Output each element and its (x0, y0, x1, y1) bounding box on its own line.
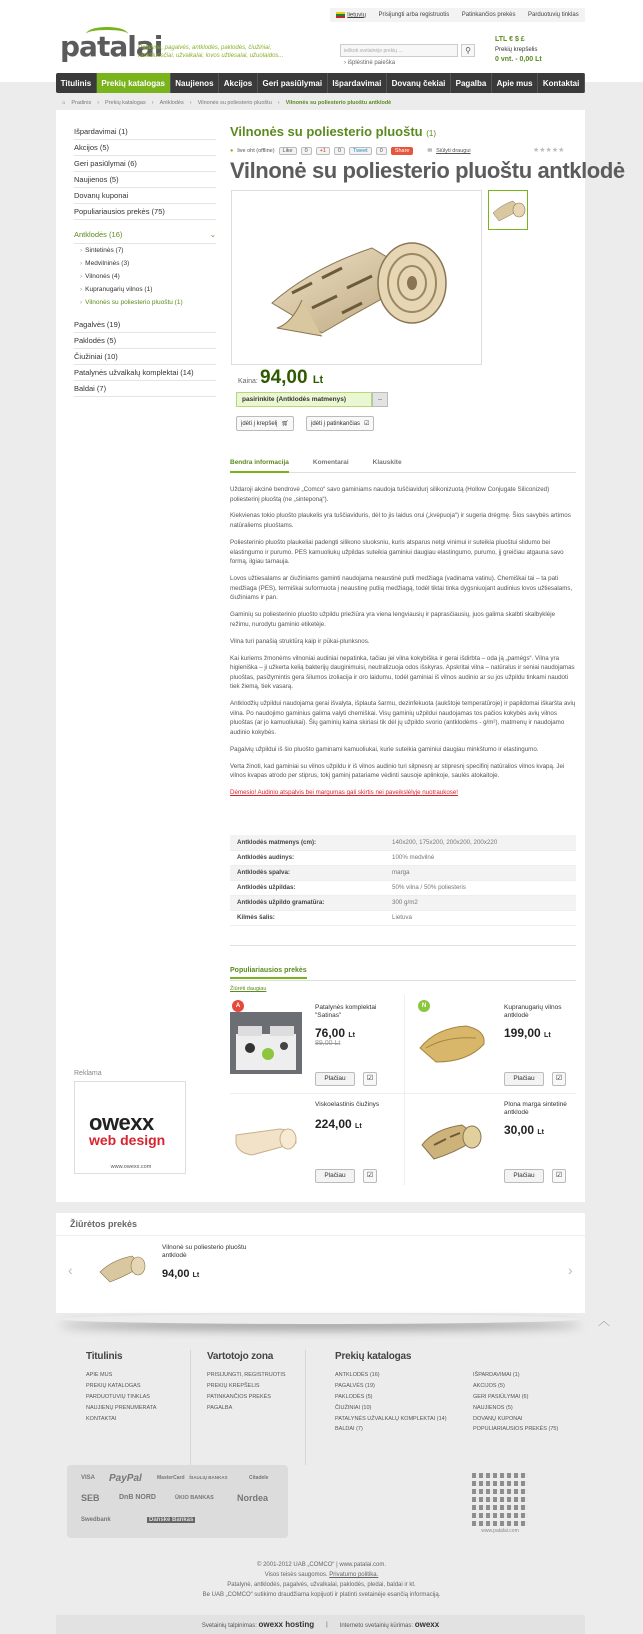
product-thumb[interactable] (230, 1107, 302, 1172)
sidebar-item[interactable]: Čiužiniai (10) (74, 349, 216, 365)
minus-icon: – (378, 396, 382, 403)
nav-item-news[interactable]: Naujienos (171, 73, 220, 93)
camel-blanket-image (416, 1018, 488, 1068)
nav-item-sales[interactable]: Išpardavimai (328, 73, 387, 93)
social-bar (230, 146, 576, 156)
favorite-button[interactable] (552, 1072, 566, 1086)
cart-label[interactable]: Prekių krepšelis (495, 47, 538, 53)
product-image[interactable] (231, 190, 482, 365)
checkbox-icon: ☑ (366, 1075, 374, 1082)
sidebar-subitem-current[interactable]: › Vilnonės su poliesterio pluoštu (1) (74, 296, 216, 309)
live-chat-link[interactable]: live oht (offline) (237, 148, 275, 154)
footer-link[interactable]: PATINKANČIOS PREKĖS (207, 1393, 271, 1400)
lithuania-flag-icon (336, 12, 345, 18)
breadcrumb-item[interactable]: Prekių katalogas (105, 100, 146, 106)
nordea-logo: Nordea (237, 1493, 269, 1503)
footer-col-user (207, 1351, 286, 1416)
footer-link[interactable]: AKCIJOS (5) (473, 1382, 505, 1389)
footer-link[interactable]: PRISIJUNGTI, REGISTRUOTIS (207, 1372, 286, 1378)
tab-ask[interactable]: Klauskite (372, 459, 402, 466)
table-row: Kilmės šalis: Lietuva (230, 910, 576, 925)
footer-col-home (86, 1351, 156, 1426)
description-paragraph: Poliesterinio pluošto plaukeliai padengti silikono sluoksniu, kuris atsparus netgi vinimui ir suteikia pluoštui slidumo bei elastingumo ir purumo. PES kamuoliukų užpildas suteikia gaminiui daugiau elastingumo, purumo, jį greičiau atgauna savo formą, ilgiau tarnauja. (230, 538, 564, 566)
sidebar-item[interactable]: Pagalvės (19) (74, 317, 216, 333)
breadcrumb-item[interactable]: Vilnonės su poliesterio pluoštu (197, 100, 272, 106)
footer-link[interactable]: PAKLODĖS (5) (335, 1393, 373, 1400)
breadcrumb-current: Vilnonės su poliesterio pluoštu antklodė (285, 100, 392, 106)
product-thumbnail[interactable] (488, 190, 528, 230)
table-row: Antklodės spalva: marga (230, 865, 576, 880)
bottom-bar: Svetainių talpinimas: owexx hosting | Interneto svetainių kūrimas: owexx (56, 1615, 585, 1634)
chevron-right-icon[interactable]: › (568, 1262, 573, 1278)
sidebar-item[interactable]: Baldai (7) (74, 381, 216, 397)
mattress-image (230, 1115, 302, 1165)
variant-dropdown-button[interactable] (372, 392, 388, 407)
product-card[interactable] (416, 1000, 586, 1095)
tweet-button[interactable]: Tweet (349, 147, 372, 155)
nav-item-offers[interactable]: Geri pasiūlymai (258, 73, 328, 93)
details-button[interactable]: Plačiau (504, 1072, 544, 1086)
description-paragraph: Kiekvienas tokio pluošto plaukelis yra tuščiaviduris, dėl to jis laidus orui („kvėpuoja“) ir sugeria drėgmę. Šios savybės artimos natūraliems pluoštams. (230, 512, 571, 530)
nav-item-gift-cards[interactable]: Dovanų čekiai (387, 73, 451, 93)
top-strip (330, 8, 585, 22)
viewed-title: Žiūrėtos prekės (70, 1219, 138, 1229)
description-paragraph: Uždaroji akcinė bendrovė „Comco“ savo gaminiams naudoja tuščiavidurį silikonizuotą (Hollow Conjugate Siliconized) poliesterinį pluoštą (ne „sinteponą“). (230, 486, 550, 503)
tweet-count: 0 (376, 147, 387, 155)
product-name[interactable]: Plona marga sintetinė antklodė (504, 1101, 567, 1116)
nav-item-about[interactable]: Apie mus (492, 73, 538, 93)
sidebar-item[interactable]: Geri pasiūlymai (6) (74, 156, 216, 172)
footer-link[interactable]: IŠPARDAVIMAI (1) (473, 1372, 520, 1378)
ad-brand: owexx (89, 1110, 154, 1135)
qr-url: www.patalai.com (481, 1528, 519, 1534)
footer-link[interactable]: PAGALBA (207, 1404, 233, 1411)
new-badge: N (418, 1000, 430, 1012)
blanket-roll-image (252, 208, 462, 348)
swedbank-logo: Swedbank (81, 1517, 111, 1523)
sidebar-item[interactable]: Naujienos (5) (74, 172, 216, 188)
product-card[interactable] (230, 1000, 400, 1095)
table-row: Antklodės užpildo gramatūra: 300 g/m2 (230, 895, 576, 910)
view-more-link[interactable]: Žiūrėti daugiau (230, 986, 267, 992)
product-thumb[interactable] (416, 1010, 488, 1075)
add-to-favorites-button[interactable]: įdėti į patinkančias ☑ (306, 416, 374, 431)
footer-link[interactable]: POPULIARIAUSIOS PREKĖS (75) (473, 1426, 559, 1433)
sidebar-item[interactable]: Dovanų kuponai (74, 188, 216, 204)
favorite-button[interactable] (363, 1072, 377, 1086)
product-description (230, 485, 576, 805)
facebook-like-button[interactable]: Like (279, 147, 297, 155)
developer-link[interactable]: owexx (414, 1620, 440, 1629)
product-thumb[interactable] (416, 1107, 488, 1172)
product-name[interactable]: Kupranugarių vilnos antklodė (504, 1004, 562, 1019)
description-paragraph: Gaminių su poliesterinio pluošto užpildu priežiūra yra viena lengviausių ir paprasčiausių, juos galima skalbti skalbyklėje režimu, nurodytu gaminio etiketėje. (230, 611, 556, 628)
footer-heading: Titulinis (86, 1351, 123, 1362)
checkbox-icon: ☑ (366, 1172, 374, 1179)
lang-selector[interactable]: lietuvių (336, 12, 366, 19)
product-thumb[interactable] (230, 1010, 302, 1075)
gplus-button[interactable]: +1 (316, 147, 330, 155)
product-title: Vilnonė su poliesterio pluoštu antklodė (230, 158, 625, 183)
table-row: Antklodės matmenys (cm): 140x200, 175x200, 200x200, 200x220 (230, 835, 576, 850)
table-row: Antklodės užpildas: 50% vilna / 50% poliesteris (230, 880, 576, 895)
action-badge: A (232, 1000, 244, 1012)
category-title: Vilnonės su poliesterio pluoštu (1) (230, 124, 437, 139)
divider (305, 1350, 306, 1465)
nav-item-catalog[interactable]: Prekių katalogas (97, 73, 171, 93)
like-count: 0 (301, 147, 312, 155)
login-link[interactable]: Prisijungti arba registruotis (378, 12, 450, 18)
recommend-link[interactable]: Siūlyti draugui (436, 148, 471, 154)
details-button[interactable]: Plačiau (504, 1169, 544, 1183)
tagline: Patalynė, pagalvės, antklodės, paklodės, čiužiniai, rankšluosčiai, užvalkalai, lovos užtiesalai, užuolaidos... (138, 45, 284, 59)
ad-url: www.owexx.com (110, 1164, 152, 1170)
description-paragraph: Antklodžių užpildui naudojama gerai išvalyta, išplauta šarmu, dezinfekuota (aukštoje temperatūroje) ir papildomai iškaršta avių vilna. Po naudojimo gaminius galima valyti chemiškai. Visų gaminių užpildui naudojamas tos pačios kokybės avių vilnos pluoštas (ar jo kamuoliukai). Šių gaminių kaina skiriasi tik dėl jų užpildo svorio (antklodėms - g/m²), matmenų ir naudojamo audinio kokybės. (230, 700, 576, 736)
price-label: Kaina: (238, 378, 258, 385)
thumbnail-image (489, 191, 527, 229)
nav-item-help[interactable]: Pagalba (451, 73, 492, 93)
rating-stars[interactable]: ★★★★★ (533, 147, 565, 154)
ukio-bankas-logo: ŪKIO BANKAS (175, 1495, 214, 1501)
details-button[interactable]: Plačiau (315, 1169, 355, 1183)
color-warning: Dėmesio! Audinio atspalvis bei margumas gali skirtis nei paveikslėlyje nuotraukose! (230, 789, 459, 797)
citadele-logo: Citadele (249, 1475, 269, 1481)
paypal-logo: PayPal (109, 1473, 142, 1484)
chat-icon[interactable]: ● (230, 148, 234, 154)
sidebar-item[interactable]: Išpardavimai (1) (74, 124, 216, 140)
checkbox-icon: ☑ (555, 1172, 563, 1179)
danske-bankas-logo: Danske Bankas (149, 1517, 194, 1523)
product-price: 199,00 Lt (504, 1026, 551, 1040)
sidebar-item-active[interactable]: Antklodės (16) ⌄ (74, 226, 216, 244)
divider (230, 945, 576, 946)
search-icon: ⚲ (465, 46, 471, 55)
nav-item-home[interactable]: Titulinis (56, 73, 97, 93)
favorite-button[interactable] (552, 1169, 566, 1183)
sidebar-item[interactable]: Populiariausios prekės (75) (74, 204, 216, 220)
favorite-button[interactable] (363, 1169, 377, 1183)
breadcrumb-item[interactable]: Antklodės (159, 100, 184, 106)
footer-link[interactable]: GERI PASIŪLYMAI (6) (473, 1393, 529, 1400)
sidebar-subitem[interactable]: › Kupranugarių vilnos (1) (74, 283, 216, 296)
description-paragraph: Vilna turi panašią struktūrą kaip ir pūkai-plunksnos. (230, 637, 370, 645)
logo[interactable]: patalai (60, 30, 163, 63)
product-card[interactable] (416, 1097, 586, 1192)
viewed-product-image[interactable] (98, 1250, 148, 1288)
checkbox-icon: ☑ (555, 1075, 563, 1082)
ad-subtitle: web design (89, 1132, 166, 1148)
blanket-roll-thumb (98, 1250, 148, 1286)
page-shadow (60, 1314, 581, 1324)
cart-value[interactable]: 0 vnt. - 0,00 Lt (495, 56, 542, 63)
sidebar (74, 124, 216, 397)
siauliu-bankas-logo: ŠIAULIŲ BANKAS (189, 1475, 228, 1480)
checkbox-icon: ☑ (364, 421, 370, 427)
tab-comments[interactable]: Komentarai (312, 459, 349, 466)
product-price: 94,00 Lt (260, 367, 324, 388)
tab-popular[interactable]: Populiariausios prekės (230, 967, 307, 979)
seb-logo: SEB (81, 1493, 100, 1503)
description-paragraph: Pagalvių užpildui iš šio pluošto gaminami kamuoliukai, kurie suteikia gaminiui daugiau minkštumo ir elastingumo. (230, 745, 539, 753)
bedding-image (230, 1012, 302, 1074)
chevron-down-icon: ⌄ (209, 230, 216, 239)
description-paragraph: Lovos užtiesalams ar čiužiniams gaminti naudojama neaustinė putli medžiaga (vadinama vatinu). Chemiškai tai – ta pati medžiaga (PES), termiškai suformuota į neaustinę putlią medžiagą, todėl tiktai tinka dygsniuojant audinius lovos užtiesalams, čiužiniams ir pan. (230, 575, 573, 602)
details-button[interactable]: Plačiau (315, 1072, 355, 1086)
scroll-top-icon[interactable]: ︿ (598, 1314, 611, 1328)
sidebar-item[interactable]: Patalynės užvalkalų komplektai (14) (74, 365, 216, 381)
footer-link[interactable]: PREKIŲ KREPŠELIS (207, 1382, 260, 1389)
home-icon[interactable]: ⌂ (62, 100, 66, 106)
share-button[interactable]: Share (391, 147, 414, 155)
product-price: 76,00 Lt (315, 1026, 355, 1040)
divider (230, 980, 576, 981)
sidebar-subitem[interactable]: › Vilnonės (4) (74, 270, 216, 283)
category-header (230, 124, 576, 139)
footer-link[interactable]: APIE MUS (86, 1372, 113, 1378)
viewed-product-price: 94,00 Lt (162, 1268, 200, 1280)
visa-logo: VISA (81, 1475, 96, 1481)
footer-link[interactable]: ČIUŽINIAI (10) (335, 1404, 372, 1411)
viewed-product-name[interactable]: Vilnonė su poliesterio pluoštu antklodė (162, 1244, 247, 1259)
breadcrumb-item[interactable]: Pradinis (71, 100, 92, 106)
old-price: 89,00 Lt (315, 1040, 341, 1047)
privacy-link[interactable]: Privatumo politika. (329, 1572, 379, 1578)
footer-col-catalog (335, 1351, 447, 1437)
mastercard-logo: MasterCard (157, 1475, 185, 1481)
search-button[interactable] (461, 44, 475, 57)
sidebar-subitem[interactable]: › Sintetinės (7) (74, 244, 216, 257)
footer-heading: Vartotojo zona (207, 1351, 274, 1362)
nav-item-promotions[interactable]: Akcijos (219, 73, 258, 93)
product-card[interactable] (230, 1097, 400, 1192)
variant-select[interactable]: pasirinkite (Antklodės matmenys) (236, 392, 372, 407)
gplus-count: 0 (334, 147, 345, 155)
main-nav (56, 73, 585, 93)
logo-arc-icon (86, 27, 128, 41)
blanket-image (416, 1115, 488, 1165)
tab-general-info[interactable]: Bendra informacija (230, 455, 289, 473)
add-to-cart-button[interactable]: įdėti į krepšelį 🛒︎ (236, 416, 294, 431)
footer-link[interactable]: PARDUOTUVIŲ TINKLAS (86, 1393, 150, 1400)
product-name[interactable]: Patalynės komplektai "Satinas" (315, 1004, 377, 1019)
hosting-link[interactable]: owexx hosting (258, 1620, 315, 1629)
nav-item-contacts[interactable]: Kontaktai (538, 73, 585, 93)
footer-link[interactable]: BALDAI (7) (335, 1426, 363, 1433)
footer-link[interactable]: KONTAKTAI (86, 1415, 117, 1422)
description-paragraph: Kai kuriems žmonėms vilnoniai audiniai nepatinka, tačiau jei vilna kokybiška ir gerai išdirbta – oda ją „pamėgs“. Vilna yra higieniška – ji užkerta kelią bakterijų dauginimuisi, neutralizuoja odos išskyras. Apskritai vilna – natūralus ir seniai naudojamas pluoštas, pasižymintis gera šilumos izoliacija ir oro laidumu, todėl gaminiai iš vilnos audinio ar su jos užpildu tinkami naudoti tiek žiemą, tiek vasarą. (230, 654, 575, 691)
ad-banner[interactable] (74, 1081, 186, 1174)
currency-selector[interactable]: LTL € $ £ (495, 36, 525, 43)
footer-heading: Prekių katalogas (335, 1351, 412, 1362)
product-tabs (230, 455, 576, 473)
cart-icon: 🛒︎ (281, 421, 289, 427)
divider (404, 995, 405, 1185)
breadcrumb: ⌂ Pradinis › Prekių katalogas › Antklodės › Vilnonės su poliesterio pluoštu › Vilnonės su poliesterio pluoštu antklodė (62, 100, 392, 106)
footer-link[interactable]: PREKIŲ KATALOGAS (86, 1382, 141, 1389)
footer-link[interactable]: PATALYNĖS UŽVALKALŲ KOMPLEKTAI (14) (335, 1415, 447, 1422)
payment-logos (67, 1465, 288, 1538)
divider (190, 1350, 191, 1465)
footer-link[interactable]: NAUJIENOS (5) (473, 1404, 513, 1411)
footer-link[interactable]: PAGALVĖS (19) (335, 1382, 375, 1389)
divider (56, 1235, 585, 1236)
sidebar-item[interactable]: Paklodės (5) (74, 333, 216, 349)
envelope-icon[interactable]: ✉ (427, 148, 433, 154)
qr-code-pattern (472, 1470, 528, 1526)
footer-col-catalog-2 (473, 1372, 558, 1437)
product-price: 30,00 Lt (504, 1123, 544, 1137)
copyright: © 2001-2012 UAB „COMCO“ | www.patalai.com. (256, 1562, 387, 1568)
stores-link[interactable]: Parduotuvių tinklas (528, 12, 579, 18)
advanced-search-link[interactable]: › išplėstinė paieška (344, 60, 396, 66)
description-paragraph: Verta žinoti, kad gaminiai su vilnos užpildu ir iš vilnos audinio turi silpnesnį ar stipresnį specifinį natūralios vilnos kvapą. Jei vilnos kvapas atrodo per stiprus, tokį gaminį patariame vėdinti sausoje aplinkoje, saulės atokaitoje. (230, 762, 565, 780)
table-row: Antklodės audinys: 100% medvilnė (230, 850, 576, 865)
chevron-left-icon[interactable]: ‹ (68, 1262, 73, 1278)
footer-link[interactable]: ANTKLODĖS (16) (335, 1372, 380, 1378)
spec-table (230, 835, 576, 926)
sidebar-subitem[interactable]: › Medvilninės (3) (74, 257, 216, 270)
favorites-link[interactable]: Patinkančios prekės (461, 12, 516, 18)
sidebar-item[interactable]: Akcijos (5) (74, 140, 216, 156)
dnb-logo: DnB NORD (119, 1494, 156, 1501)
legal-text: © 2001-2012 UAB „COMCO“ | www.patalai.com. Visos teisės saugomos. Privatumo politika. Patalynė, antklodės, pagalvės, užvalkalai, paklodės, pledai, baldai ir kt. Be UAB „COMCO“ sutikimo draudžiama kopijuoti ir platinti svetainėje esančią informaciją. (0, 1560, 643, 1600)
search-input[interactable]: ieškoti svetainėje prekių ... (340, 44, 458, 57)
footer-link[interactable]: NAUJIENŲ PRENUMERATA (86, 1404, 157, 1411)
ad-label: Reklama (74, 1070, 102, 1077)
product-price: 224,00 Lt (315, 1117, 362, 1131)
product-name[interactable]: Viskoelastinis čiužinys (315, 1101, 380, 1108)
footer-link[interactable]: DOVANŲ KUPONAI (473, 1415, 523, 1422)
